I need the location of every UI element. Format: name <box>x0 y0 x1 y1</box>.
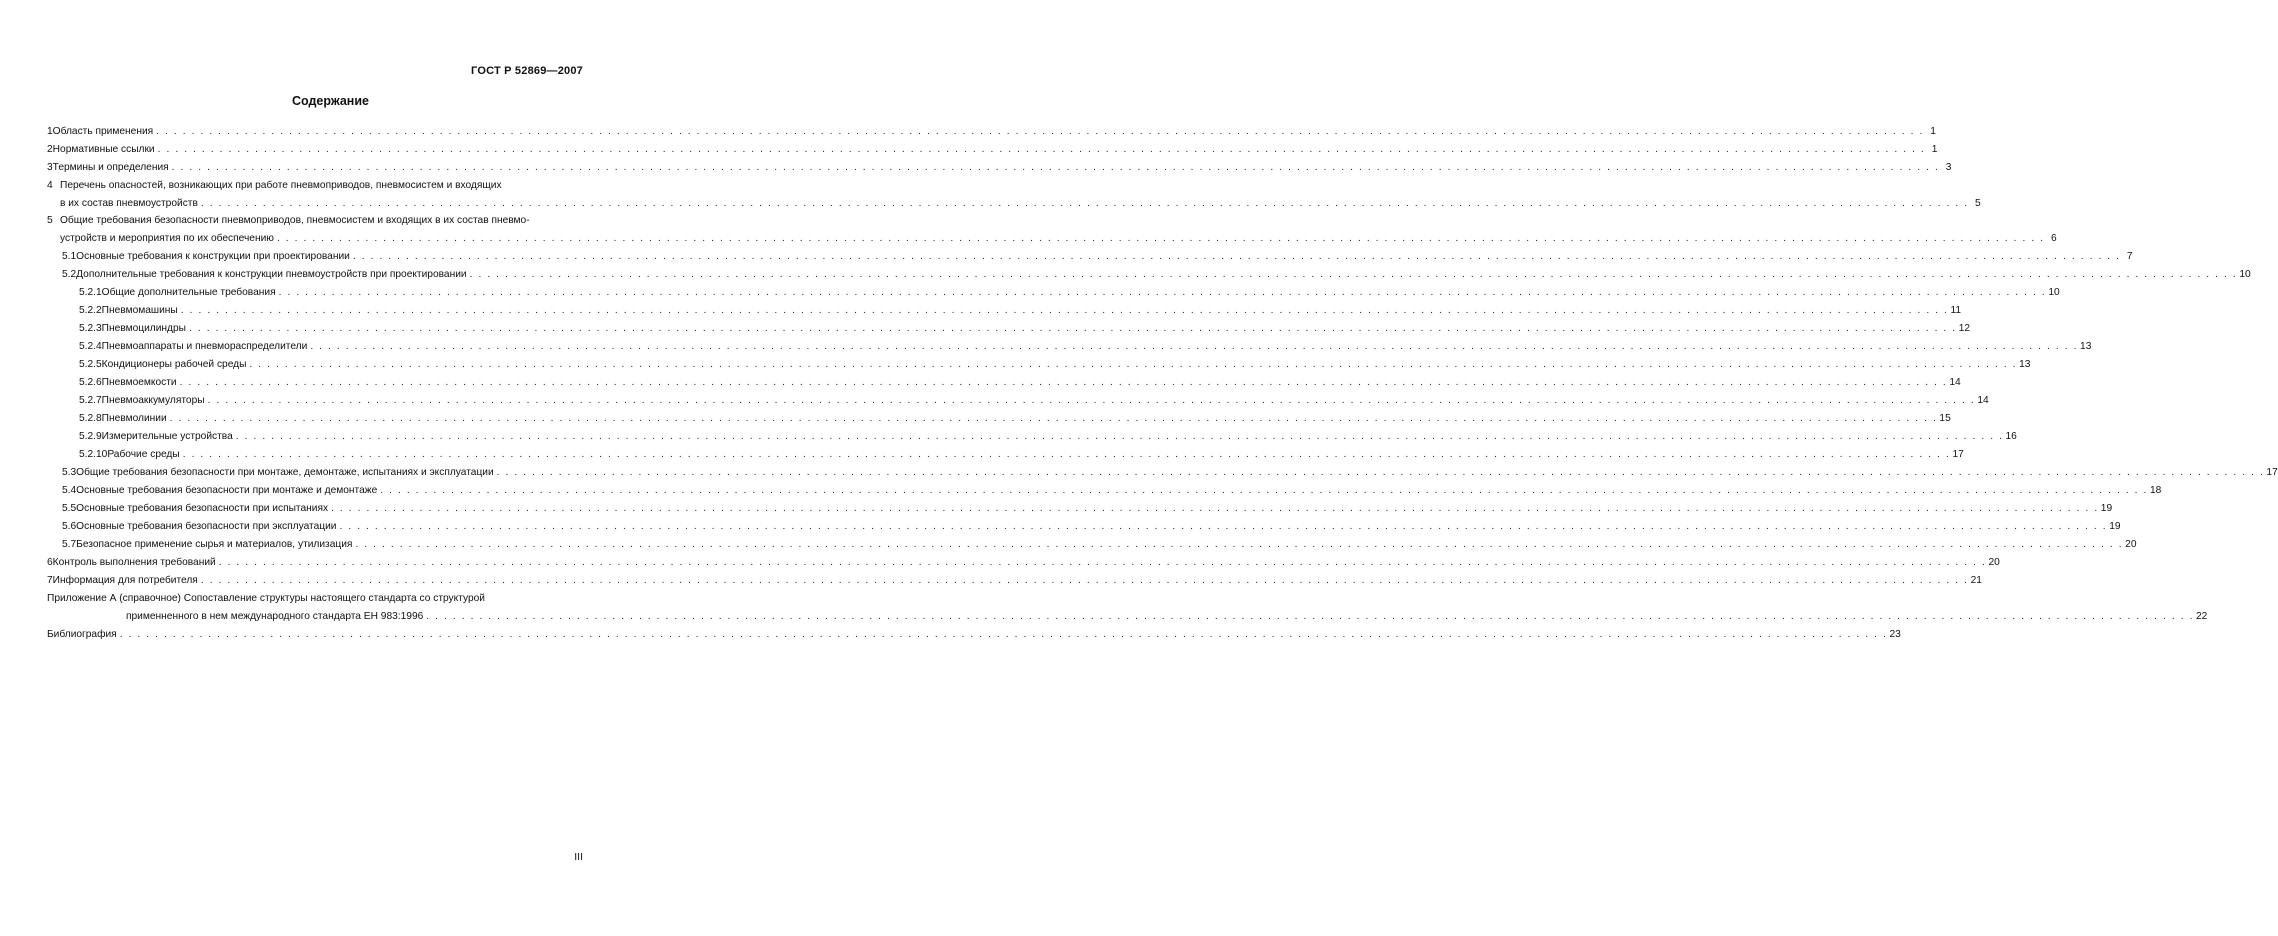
toc-entry-title: Дополнительные требования к конструкции пневмоустройств при проектировании <box>76 269 467 280</box>
dot-leader: . . . . . . . . . . . . . . . . . . . . . . . . . . . . . . . . . . . . . . . . . . . . . . . . . . . . . . . . . . . . . . . . . . . . . . . . . . . . . . . . . . . . . . . . . . . . . . . . . . . . . . . . . . . . . . . . . . . . . . . . . . . . . . . . . . . . . . . . . . . . . . . . . . . . . . . . . . . . . . . . . . . . . . . . . . . . . . . . . . . . . . . . . . . . . . . . . . . . . . . . <box>249 359 2018 370</box>
toc-entry-title: Термины и определения <box>52 162 169 173</box>
dot-leader: . . . . . . . . . . . . . . . . . . . . . . . . . . . . . . . . . . . . . . . . . . . . . . . . . . . . . . . . . . . . . . . . . . . . . . . . . . . . . . . . . . . . . . . . . . . . . . . . . . . . . . . . . . . . . . . . . . . . . . . . . . . . . . . . . . . . . . . . . . . . . . . . . . . . . . . . . . . . . . . . . . . . . . . . . . . . . . . . . . . . . . . . . . . . . . . . . . . . . . . . <box>310 341 2079 352</box>
toc-entry-number: 5.2.2 <box>79 305 102 316</box>
toc-entry-page: 12 <box>1958 323 1971 334</box>
toc-entry-number: 5.2.1 <box>79 287 102 298</box>
toc-entry-page: 18 <box>2149 485 2162 496</box>
toc-entry-number: 2 <box>47 144 53 155</box>
toc-entry-title: Приложение А (справочное) Сопоставление структуры настоящего стандарта со структурой <box>47 593 485 604</box>
toc-entry-title: Контроль выполнения требований <box>52 557 216 568</box>
dot-leader: . . . . . . . . . . . . . . . . . . . . . . . . . . . . . . . . . . . . . . . . . . . . . . . . . . . . . . . . . . . . . . . . . . . . . . . . . . . . . . . . . . . . . . . . . . . . . . . . . . . . . . . . . . . . . . . . . . . . . . . . . . . . . . . . . . . . . . . . . . . . . . . . . . . . . . . . . . . . . . . . . . . . . . . . . . . . . . . . . . . . . . . . . . . . . . . . . . . . . . . . <box>218 557 1987 568</box>
toc-entry[interactable] <box>62 466 2278 479</box>
dot-leader: . . . . . . . . . . . . . . . . . . . . . . . . . . . . . . . . . . . . . . . . . . . . . . . . . . . . . . . . . . . . . . . . . . . . . . . . . . . . . . . . . . . . . . . . . . . . . . . . . . . . . . . . . . . . . . . . . . . . . . . . . . . . . . . . . . . . . . . . . . . . . . . . . . . . . . . . . . . . . . . . . . . . . . . . . . . . . . . . . . . . . . . . . . . . . . . . . . . . . . . . <box>188 323 1957 334</box>
toc-entry-number: 5.1 <box>62 251 77 262</box>
toc-entry-title: Общие требования безопасности пневмоприводов, пневмосистем и входящих в их состав пневмо- <box>60 215 530 226</box>
dot-leader: . . . . . . . . . . . . . . . . . . . . . . . . . . . . . . . . . . . . . . . . . . . . . . . . . . . . . . . . . . . . . . . . . . . . . . . . . . . . . . . . . . . . . . . . . . . . . . . . . . . . . . . . . . . . . . . . . . . . . . . . . . . . . . . . . . . . . . . . . . . . . . . . . . . . . . . . . . . . . . . . . . . . . . . . . . . . . . . . . . . . . . . . . . . . . . . . . . . . . . . . <box>156 126 1924 137</box>
toc-entry[interactable] <box>47 592 2208 623</box>
toc-entry-page: 22 <box>2196 611 2208 622</box>
toc-entry-page: 13 <box>2019 359 2031 370</box>
toc-entry-number: 5.2.7 <box>79 395 102 406</box>
dot-leader: . . . . . . . . . . . . . . . . . . . . . . . . . . . . . . . . . . . . . . . . . . . . . . . . . . . . . . . . . . . . . . . . . . . . . . . . . . . . . . . . . . . . . . . . . . . . . . . . . . . . . . . . . . . . . . . . . . . . . . . . . . . . . . . . . . . . . . . . . . . . . . . . . . . . . . . . . . . . . . . . . . . . . . . . . . . . . . . . . . . . . . . . . . . . . . . . . . . . . . . . <box>278 287 2047 298</box>
toc-entry-page: 10 <box>2048 287 2060 298</box>
toc-entry-title: Нормативные ссылки <box>52 144 155 155</box>
toc-entry[interactable] <box>62 250 2133 263</box>
toc-entry[interactable] <box>79 322 1971 335</box>
toc-entry-page: 1 <box>1930 126 1936 137</box>
toc-entry-title: Безопасное применение сырья и материалов, утилизация <box>76 539 353 550</box>
toc-entry-title: Библиография <box>47 629 117 640</box>
toc-entry-title: Пневмоемкости <box>101 377 177 388</box>
toc-entry-number: 5.4 <box>62 485 77 496</box>
toc-entry[interactable] <box>47 179 1981 210</box>
toc-entry[interactable] <box>79 340 2092 353</box>
toc-entry[interactable] <box>62 268 2251 281</box>
toc-entry-title: Кондиционеры рабочей среды <box>101 359 247 370</box>
toc-entry-title: Пневмомашины <box>101 305 178 316</box>
dot-leader: . . . . . . . . . . . . . . . . . . . . . . . . . . . . . . . . . . . . . . . . . . . . . . . . . . . . . . . . . . . . . . . . . . . . . . . . . . . . . . . . . . . . . . . . . . . . . . . . . . . . . . . . . . . . . . . . . . . . . . . . . . . . . . . . . . . . . . . . . . . . . . . . . . . . . . . . . . . . . . . . . . . . . . . . . . . . . . . . . . . . . . . . . . . . . . . . . . . . . . . . <box>331 503 2099 514</box>
toc-entry-page: 1 <box>1931 144 1938 155</box>
dot-leader: . . . . . . . . . . . . . . . . . . . . . . . . . . . . . . . . . . . . . . . . . . . . . . . . . . . . . . . . . . . . . . . . . . . . . . . . . . . . . . . . . . . . . . . . . . . . . . . . . . . . . . . . . . . . . . . . . . . . . . . . . . . . . . . . . . . . . . . . . . . . . . . . . . . . . . . . . . . . . . . . . . . . . . . . . . . . . . . . . . . . . . . . . . . . . . . . . . . . . . . . <box>180 305 1949 316</box>
toc-entry-title: Общие требования безопасности при монтаже, демонтаже, испытаниях и эксплуатации <box>76 467 494 478</box>
dot-leader: . . . . . . . . . . . . . . . . . . . . . . . . . . . . . . . . . . . . . . . . . . . . . . . . . . . . . . . . . . . . . . . . . . . . . . . . . . . . . . . . . . . . . . . . . . . . . . . . . . . . . . . . . . . . . . . . . . . . . . . . . . . . . . . . . . . . . . . . . . . . . . . . . . . . . . . . . . . . . . . . . . . . . . . . . . . . . . . . . . . . . . . . . . . . . . . . . . . . . . . . <box>352 251 2121 262</box>
toc-entry-page: 6 <box>2051 233 2057 244</box>
toc-entry[interactable] <box>47 574 1982 587</box>
toc-entry-page: 11 <box>1950 305 1962 316</box>
toc-entry-title: Основные требования безопасности при монтаже и демонтаже <box>76 485 378 496</box>
dot-leader: . . . . . . . . . . . . . . . . . . . . . . . . . . . . . . . . . . . . . . . . . . . . . . . . . . . . . . . . . . . . . . . . . . . . . . . . . . . . . . . . . . . . . . . . . . . . . . . . . . . . . . . . . . . . . . . . . . . . . . . . . . . . . . . . . . . . . . . . . . . . . . . . . . . . . . . . . . . . . . . . . . . . . . . . . . . . . . . . . . . . . . . . . . . . . . . . . . . . . . . . <box>207 395 1976 406</box>
toc-entry[interactable] <box>79 394 1989 407</box>
toc-entry-number: 5.6 <box>62 521 77 532</box>
toc-entry[interactable] <box>47 556 2000 569</box>
dot-leader: . . . . . . . . . . . . . . . . . . . . . . . . . . . . . . . . . . . . . . . . . . . . . . . . . . . . . . . . . . . . . . . . . . . . . . . . . . . . . . . . . . . . . . . . . . . . . . . . . . . . . . . . . . . . . . . . . . . . . . . . . . . . . . . . . . . . . . . . . . . . . . . . . . . . . . . . . . . . . . . . . . . . . . . . . . . . . . . . . . . . . . . . . . . . . . . . . . . . . . . . <box>182 449 1951 460</box>
document-code: ГОСТ Р 52869—2007 <box>471 65 583 77</box>
toc-entry-number: 5.7 <box>62 539 77 550</box>
toc-entry-page: 10 <box>2239 269 2251 280</box>
toc-entry[interactable] <box>47 214 2057 245</box>
page-title: Содержание <box>291 94 369 108</box>
toc-entry-number: 6 <box>47 557 53 568</box>
dot-leader: . . . . . . . . . . . . . . . . . . . . . . . . . . . . . . . . . . . . . . . . . . . . . . . . . . . . . . . . . . . . . . . . . . . . . . . . . . . . . . . . . . . . . . . . . . . . . . . . . . . . . . . . . . . . . . . . . . . . . . . . . . . . . . . . . . . . . . . . . . . . . . . . . . . . . . . . . . . . . . . . . . . . . . . . . . . . . . . . . . . . . . . . . . . . . . . . . . . . . . . . <box>200 575 1969 586</box>
toc-entry-title: Информация для потребителя <box>52 575 198 586</box>
toc-entry[interactable] <box>62 484 2162 497</box>
dot-leader: . . . . . . . . . . . . . . . . . . . . . . . . . . . . . . . . . . . . . . . . . . . . . . . . . . . . . . . . . . . . . . . . . . . . . . . . . . . . . . . . . . . . . . . . . . . . . . . . . . . . . . . . . . . . . . . . . . . . . . . . . . . . . . . . . . . . . . . . . . . . . . . . . . . . . . . . . . . . . . . . . . . . . . . . . . . . . . . . . . . . . . . . . . . . . . . . . . . . . . . . <box>496 467 2265 478</box>
toc-entry-page: 3 <box>1945 162 1952 173</box>
toc-entry-title: Основные требования безопасности при эксплуатации <box>76 521 337 532</box>
toc-entry-title: Пневмоаппараты и пневмораспределители <box>101 341 308 352</box>
toc-entry-page: 14 <box>1977 395 1989 406</box>
toc-entry-title: Рабочие среды <box>107 449 180 460</box>
dot-leader: . . . . . . . . . . . . . . . . . . . . . . . . . . . . . . . . . . . . . . . . . . . . . . . . . . . . . . . . . . . . . . . . . . . . . . . . . . . . . . . . . . . . . . . . . . . . . . . . . . . . . . . . . . . . . . . . . . . . . . . . . . . . . . . . . . . . . . . . . . . . . . . . . . . . . . . . . . . . . . . . . . . . . . . . . . . . . . . . . . . . . . . . . . . . . . . . . . . . . . . . <box>339 521 2108 532</box>
dot-leader: . . . . . . . . . . . . . . . . . . . . . . . . . . . . . . . . . . . . . . . . . . . . . . . . . . . . . . . . . . . . . . . . . . . . . . . . . . . . . . . . . . . . . . . . . . . . . . . . . . . . . . . . . . . . . . . . . . . . . . . . . . . . . . . . . . . . . . . . . . . . . . . . . . . . . . . . . . . . . . . . . . . . . . . . . . . . . . . . . . . . . . . . . . . . . . . . . . . . . . . . <box>355 539 2124 550</box>
toc-entry-number: 5.3 <box>62 467 77 478</box>
toc-entry-page: 5 <box>1974 198 1981 209</box>
toc-entry-page: 19 <box>2100 503 2113 514</box>
toc-entry[interactable] <box>62 538 2137 551</box>
toc-entry-number: 5.2.10 <box>79 449 108 460</box>
dot-leader: . . . . . . . . . . . . . . . . . . . . . . . . . . . . . . . . . . . . . . . . . . . . . . . . . . . . . . . . . . . . . . . . . . . . . . . . . . . . . . . . . . . . . . . . . . . . . . . . . . . . . . . . . . . . . . . . . . . . . . . . . . . . . . . . . . . . . . . . . . . . . . . . . . . . . . . . . . . . . . . . . . . . . . . . . . . . . . . . . . . . . . . . . . . . . . . . . . . . . . . . <box>157 144 1926 155</box>
toc-entry[interactable] <box>79 304 1962 317</box>
toc-entry-title: Пневмолинии <box>101 413 167 424</box>
toc-entry[interactable] <box>47 125 1936 138</box>
toc-entry[interactable] <box>79 358 2031 371</box>
toc-entry-title: Основные требования безопасности при испытаниях <box>76 503 329 514</box>
toc-entry-number: 1 <box>47 126 53 137</box>
toc-entry-title: устройств и мероприятия по их обеспечению <box>60 233 274 244</box>
toc-entry[interactable] <box>47 628 1901 641</box>
toc-entry-number: 5.2 <box>62 269 77 280</box>
toc-entry-page: 15 <box>1939 413 1951 424</box>
toc-entry[interactable] <box>79 430 2017 443</box>
toc-entry[interactable] <box>62 520 2121 533</box>
toc-entry-page: 17 <box>1952 449 1964 460</box>
toc-entry-page: 20 <box>1988 557 2000 568</box>
dot-leader: . . . . . . . . . . . . . . . . . . . . . . . . . . . . . . . . . . . . . . . . . . . . . . . . . . . . . . . . . . . . . . . . . . . . . . . . . . . . . . . . . . . . . . . . . . . . . . . . . . . . . . . . . . . . . . . . . . . . . . . . . . . . . . . . . . . . . . . . . . . . . . . . . . . . . . . . . . . . . . . . . . . . . . . . . . . . . . . . . . . . . . . . . . . . . . . . . . . . . . . . <box>426 611 2195 622</box>
toc-entry-number: 5 <box>47 215 53 226</box>
toc-entry-number: 5.2.9 <box>79 431 102 442</box>
page-number: III <box>574 851 583 863</box>
toc-entry-number: 5.2.6 <box>79 377 102 388</box>
dot-leader: . . . . . . . . . . . . . . . . . . . . . . . . . . . . . . . . . . . . . . . . . . . . . . . . . . . . . . . . . . . . . . . . . . . . . . . . . . . . . . . . . . . . . . . . . . . . . . . . . . . . . . . . . . . . . . . . . . . . . . . . . . . . . . . . . . . . . . . . . . . . . . . . . . . . . . . . . . . . . . . . . . . . . . . . . . . . . . . . . . . . . . . . . . . . . . . . . . . . . . . . <box>469 269 2238 280</box>
toc-entry[interactable] <box>62 502 2113 515</box>
dot-leader: . . . . . . . . . . . . . . . . . . . . . . . . . . . . . . . . . . . . . . . . . . . . . . . . . . . . . . . . . . . . . . . . . . . . . . . . . . . . . . . . . . . . . . . . . . . . . . . . . . . . . . . . . . . . . . . . . . . . . . . . . . . . . . . . . . . . . . . . . . . . . . . . . . . . . . . . . . . . . . . . . . . . . . . . . . . . . . . . . . . . . . . . . . . . . . . . . . . . . . . . <box>179 377 1948 388</box>
dot-leader: . . . . . . . . . . . . . . . . . . . . . . . . . . . . . . . . . . . . . . . . . . . . . . . . . . . . . . . . . . . . . . . . . . . . . . . . . . . . . . . . . . . . . . . . . . . . . . . . . . . . . . . . . . . . . . . . . . . . . . . . . . . . . . . . . . . . . . . . . . . . . . . . . . . . . . . . . . . . . . . . . . . . . . . . . . . . . . . . . . . . . . . . . . . . . . . . . . . . . . . . <box>380 485 2148 496</box>
toc-entry-title: Основные требования к конструкции при проектировании <box>76 251 350 262</box>
dot-leader: . . . . . . . . . . . . . . . . . . . . . . . . . . . . . . . . . . . . . . . . . . . . . . . . . . . . . . . . . . . . . . . . . . . . . . . . . . . . . . . . . . . . . . . . . . . . . . . . . . . . . . . . . . . . . . . . . . . . . . . . . . . . . . . . . . . . . . . . . . . . . . . . . . . . . . . . . . . . . . . . . . . . . . . . . . . . . . . . . . . . . . . . . . . . . . . . . . . . . . . . <box>276 233 2045 244</box>
toc-entry[interactable] <box>47 161 1952 174</box>
toc-entry-number: 7 <box>47 575 53 586</box>
toc-entry-page: 21 <box>1970 575 1982 586</box>
toc-entry-page: 17 <box>2266 467 2278 478</box>
toc-entry-title: в их состав пневмоустройств <box>60 198 198 209</box>
toc-entry-title: применненного в нем международного стандарта ЕН 983:1996 <box>126 611 424 622</box>
toc-entry[interactable] <box>79 448 1964 461</box>
dot-leader: . . . . . . . . . . . . . . . . . . . . . . . . . . . . . . . . . . . . . . . . . . . . . . . . . . . . . . . . . . . . . . . . . . . . . . . . . . . . . . . . . . . . . . . . . . . . . . . . . . . . . . . . . . . . . . . . . . . . . . . . . . . . . . . . . . . . . . . . . . . . . . . . . . . . . . . . . . . . . . . . . . . . . . . . . . . . . . . . . . . . . . . . . . . . . . . . . . . . . . . . <box>171 162 1940 173</box>
toc-entry[interactable] <box>79 286 2060 299</box>
toc-entry[interactable] <box>47 143 1938 156</box>
toc-entry-title: Перечень опасностей, возникающих при работе пневмоприводов, пневмосистем и входящих <box>60 180 502 191</box>
toc-entry[interactable] <box>79 376 1961 389</box>
toc-entry-page: 13 <box>2080 341 2092 352</box>
toc-entry-number: 3 <box>47 162 53 173</box>
toc-entry-page: 23 <box>1889 629 1901 640</box>
toc-entry-title: Измерительные устройства <box>101 431 233 442</box>
toc-entry-page: 16 <box>2005 431 2017 442</box>
toc-entry-page: 14 <box>1949 377 1961 388</box>
toc-entry-page: 19 <box>2109 521 2121 532</box>
toc-entry[interactable] <box>79 412 1951 425</box>
toc-entry-page: 7 <box>2126 251 2133 262</box>
toc-entry-title: Пневмоцилиндры <box>101 323 186 334</box>
toc-entry-page: 20 <box>2125 539 2137 550</box>
toc-entry-number: 5.2.8 <box>79 413 102 424</box>
toc-entry-number: 5.2.3 <box>79 323 102 334</box>
dot-leader: . . . . . . . . . . . . . . . . . . . . . . . . . . . . . . . . . . . . . . . . . . . . . . . . . . . . . . . . . . . . . . . . . . . . . . . . . . . . . . . . . . . . . . . . . . . . . . . . . . . . . . . . . . . . . . . . . . . . . . . . . . . . . . . . . . . . . . . . . . . . . . . . . . . . . . . . . . . . . . . . . . . . . . . . . . . . . . . . . . . . . . . . . . . . . . . . . . . . . . . . <box>119 629 1888 640</box>
toc-entry-number: 4 <box>47 180 53 191</box>
toc-entry-title: Область применения <box>52 126 154 137</box>
toc-entry-title: Общие дополнительные требования <box>101 287 276 298</box>
toc-entry-number: 5.2.5 <box>79 359 102 370</box>
dot-leader: . . . . . . . . . . . . . . . . . . . . . . . . . . . . . . . . . . . . . . . . . . . . . . . . . . . . . . . . . . . . . . . . . . . . . . . . . . . . . . . . . . . . . . . . . . . . . . . . . . . . . . . . . . . . . . . . . . . . . . . . . . . . . . . . . . . . . . . . . . . . . . . . . . . . . . . . . . . . . . . . . . . . . . . . . . . . . . . . . . . . . . . . . . . . . . . . . . . . . . . . <box>200 198 1969 209</box>
dot-leader: . . . . . . . . . . . . . . . . . . . . . . . . . . . . . . . . . . . . . . . . . . . . . . . . . . . . . . . . . . . . . . . . . . . . . . . . . . . . . . . . . . . . . . . . . . . . . . . . . . . . . . . . . . . . . . . . . . . . . . . . . . . . . . . . . . . . . . . . . . . . . . . . . . . . . . . . . . . . . . . . . . . . . . . . . . . . . . . . . . . . . . . . . . . . . . . . . . . . . . . . <box>169 413 1938 424</box>
toc-entry-title: Пневмоаккумуляторы <box>101 395 205 406</box>
dot-leader: . . . . . . . . . . . . . . . . . . . . . . . . . . . . . . . . . . . . . . . . . . . . . . . . . . . . . . . . . . . . . . . . . . . . . . . . . . . . . . . . . . . . . . . . . . . . . . . . . . . . . . . . . . . . . . . . . . . . . . . . . . . . . . . . . . . . . . . . . . . . . . . . . . . . . . . . . . . . . . . . . . . . . . . . . . . . . . . . . . . . . . . . . . . . . . . . . . . . . . . . <box>235 431 2004 442</box>
toc-entry-number: 5.5 <box>62 503 77 514</box>
toc-entry-number: 5.2.4 <box>79 341 102 352</box>
